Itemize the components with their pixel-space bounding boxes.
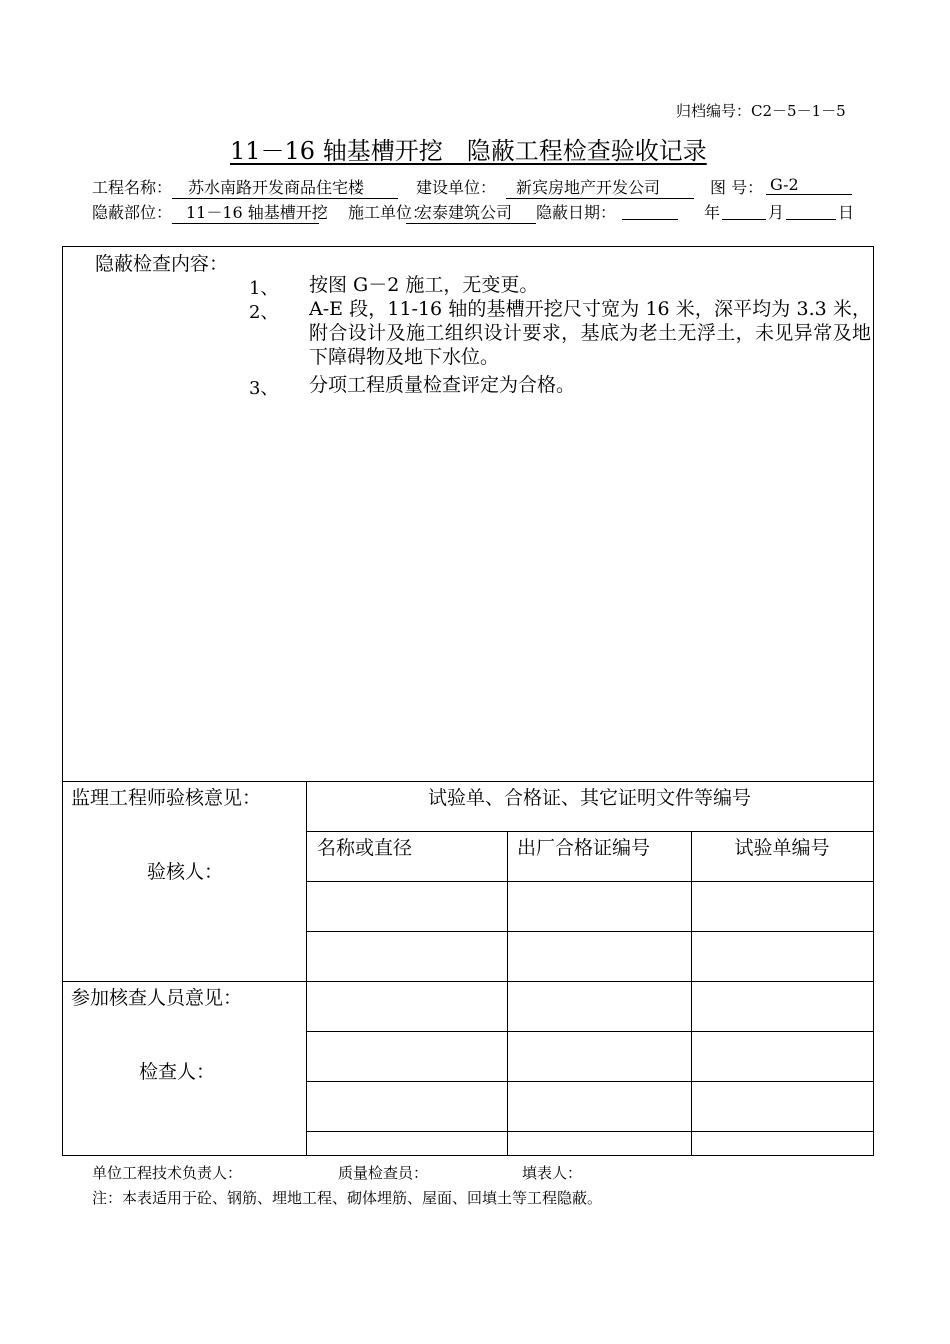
table-divider [306,1031,873,1032]
table-divider [63,781,873,782]
part-value: 11－16 轴基槽开挖 [172,200,319,224]
table-divider [63,981,873,982]
table-divider [306,881,873,882]
day-label: 日 [838,203,855,222]
year-blank-line [722,219,766,220]
inspector-label: 质量检查员： [338,1164,429,1182]
participants-opinion-label: 参加核查人员意见： [71,987,243,1009]
page-title: 11－16 轴基槽开挖 隐蔽工程检查验收记录 [230,137,707,165]
builder-label: 建设单位： [416,178,497,197]
table-divider [306,831,873,832]
footnote: 注：本表适用于砼、钢筋、埋地工程、砌体埋筋、屋面、回填土等工程隐蔽。 [92,1189,603,1207]
contractor-value: 宏泰建筑公司 [406,200,536,224]
date-label: 隐蔽日期： [536,203,617,222]
table-divider [507,831,508,1155]
table-divider [306,1081,873,1082]
col-name-header: 名称或直径 [317,837,413,859]
table-divider [306,931,873,932]
item-number: 2、 [249,302,279,323]
tech-lead-label: 单位工程技术负责人： [92,1164,243,1182]
archive-number: 归档编号：C2－5－1－5 [676,102,846,120]
year-label: 年 [704,203,721,222]
date-blank-line [622,219,678,220]
drawing-value: G-2 [766,175,852,195]
item-number: 1、 [249,278,279,299]
project-name-value: 苏水南路开发商品住宅楼 [172,175,398,199]
item-number: 3、 [249,378,279,399]
builder-value: 新宾房地产开发公司 [506,175,694,199]
month-blank-line [786,219,836,220]
part-label: 隐蔽部位： [92,203,173,222]
col-test-header: 试验单编号 [734,837,830,859]
content-label: 隐蔽检查内容： [95,253,229,275]
table-divider [306,1131,873,1132]
supervisor-opinion-label: 监理工程师验核意见： [71,787,262,809]
item-text: 分项工程质量检查评定为合格。 [309,374,576,396]
docs-header: 试验单、合格证、其它证明文件等编号 [427,787,751,809]
drawing-label: 图 号： [710,178,764,197]
table-divider [691,831,692,1155]
supervisor-checker-label: 验核人： [147,861,224,883]
table-divider [306,781,307,1155]
item-text: 按图 G－2 施工，无变更。 [309,274,539,296]
project-label: 工程名称： [92,178,173,197]
filler-label: 填表人： [522,1164,583,1182]
col-cert-header: 出厂合格证编号 [517,837,651,859]
participants-checker-label: 检查人： [139,1061,216,1083]
inspection-table [62,246,874,1156]
month-label: 月 [768,203,785,222]
item-text: A-E 段，11-16 轴的基槽开挖尺寸宽为 16 米，深平均为 3.3 米，附合设计及施工组织设计要求，基底为老土无浮土，未见异常及地下障碍物及地下水位。 [309,298,871,368]
contractor-label: 施工单位： [348,203,429,222]
